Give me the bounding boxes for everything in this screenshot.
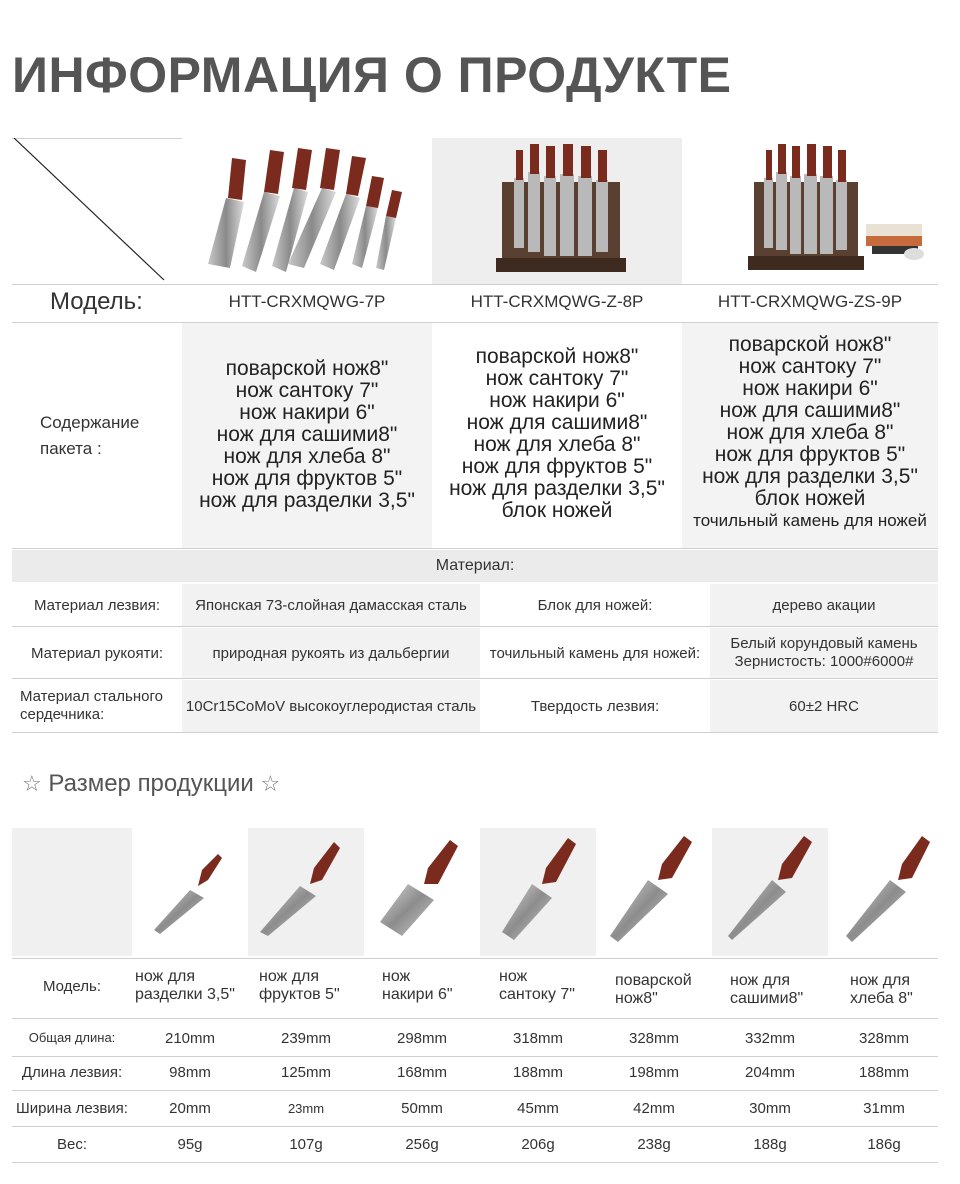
package-item: нож для разделки 3,5" [702,465,918,488]
row-label-model: Модель: [42,978,101,995]
table-border [12,1162,938,1163]
package-item: нож накири 6" [489,389,625,412]
table-border [12,626,938,627]
table-border [12,732,938,733]
material-label: Твердость лезвия: [530,697,660,715]
blade-length-value: 198mm [628,1064,680,1081]
knife-set-7p-image [186,140,426,280]
package-item: нож для фруктов 5" [211,467,403,490]
package-item: нож для фруктов 5" [714,443,906,466]
package-item: нож сантоку 7" [738,355,882,378]
diagonal-divider [12,138,182,284]
table-border [12,1090,938,1091]
weight-value: 206g [521,1136,555,1153]
blade-length-value: 188mm [512,1064,564,1081]
row-label-blade-length: Длина лезвия: [21,1064,123,1081]
star-icon: ☆ [22,771,42,796]
model-code-1: HTT-CRXMQWG-7P [228,292,386,311]
total-length-value: 332mm [744,1030,796,1047]
material-value: Белый корундовый камень Зернистость: 1000#6000# [710,628,938,678]
knife-name: нож накири 6" [382,968,453,1003]
weight-value: 256g [405,1136,439,1153]
knife-name: нож сантоку 7" [499,968,575,1003]
package-item: нож накири 6" [239,401,375,424]
blade-width-value: 30mm [749,1100,791,1117]
page-title: ИНФОРМАЦИЯ О ПРОДУКТЕ [12,47,732,103]
blade-width-value: 20mm [169,1100,211,1117]
package-item: поварской нож8" [225,357,389,380]
weight-value: 188g [753,1136,787,1153]
package-item: нож накири 6" [742,377,878,400]
total-length-value: 210mm [164,1030,216,1047]
knife-name: поварской нож8" [615,972,692,1007]
total-length-value: 318mm [512,1030,564,1047]
row-label-weight: Вес: [56,1136,87,1153]
package-label-line: пакета : [40,439,102,458]
total-length-value: 328mm [858,1030,910,1047]
blade-length-value: 168mm [396,1064,448,1081]
blade-length-value: 204mm [744,1064,796,1081]
knife-name: нож для сашими8" [730,972,804,1007]
material-value: 10Cr15CoMoV высокоуглеродистая сталь [182,680,480,732]
total-length-value: 328mm [628,1030,680,1047]
material-value: дерево акации [710,584,938,626]
package-item: нож для сашими8" [466,411,648,434]
table-border [12,958,938,959]
package-item: нож для хлеба 8" [726,421,894,444]
knife-images [132,828,938,956]
material-value: Японская 73-слойная дамасская сталь [182,584,480,626]
blade-length-value: 125mm [280,1064,332,1081]
package-item: нож для разделки 3,5" [199,489,415,512]
material-header: Материал: [12,550,938,582]
package-item: блок ножей [754,487,866,510]
package-list-2 [432,346,682,522]
package-item: поварской нож8" [728,333,892,356]
weight-value: 186g [867,1136,901,1153]
package-item: нож для хлеба 8" [223,445,391,468]
knife-set-block-stone-image [748,142,930,280]
package-item: поварской нож8" [475,345,639,368]
package-item: точильный камень для ножей [693,511,927,530]
material-label: Материал лезвия: [34,596,160,614]
total-length-value: 239mm [280,1030,332,1047]
knife-name: нож для хлеба 8" [850,972,913,1007]
package-list-1 [182,358,432,512]
weight-value: 95g [177,1136,203,1153]
material-label: точильный камень для ножей: [489,644,701,662]
model-label: Модель: [50,288,143,315]
size-corner-cell [12,828,132,956]
package-item: блок ножей [501,499,613,522]
blade-width-value: 50mm [401,1100,443,1117]
blade-length-value: 188mm [858,1064,910,1081]
table-border [12,284,938,285]
package-item: нож сантоку 7" [235,379,379,402]
material-label: Блок для ножей: [537,596,653,614]
material-label: Материал рукояти: [31,644,163,662]
weight-value: 238g [637,1136,671,1153]
package-item: нож для хлеба 8" [473,433,641,456]
blade-width-value: 23mm [287,1101,325,1116]
package-list-3 [682,334,938,532]
total-length-value: 298mm [396,1030,448,1047]
knife-name: нож для фруктов 5" [259,968,340,1003]
package-item: нож для разделки 3,5" [449,477,665,500]
table-border [12,1126,938,1127]
package-item: нож для сашими8" [719,399,901,422]
material-value: природная рукоять из дальбергии [182,628,480,678]
blade-width-value: 45mm [517,1100,559,1117]
table-border [12,1018,938,1019]
table-border [12,678,938,679]
knife-name: нож для разделки 3,5" [135,968,235,1003]
blade-length-value: 98mm [169,1064,211,1081]
table-border [12,322,938,323]
model-code-3: HTT-CRXMQWG-ZS-9P [717,292,903,311]
material-value: 60±2 HRC [710,680,938,732]
row-label-total: Общая длина: [28,1030,116,1045]
weight-value: 107g [289,1136,323,1153]
size-title-text: Размер продукции [48,770,254,797]
table-border [12,1056,938,1057]
size-title [22,770,280,798]
blade-width-value: 31mm [863,1100,905,1117]
star-icon: ☆ [260,771,281,796]
model-code-2: HTT-CRXMQWG-Z-8P [470,292,644,311]
table-border [12,548,938,549]
blade-width-value: 42mm [633,1100,675,1117]
package-label-line: Содержание [40,413,140,432]
knife-set-block-image [496,142,626,280]
package-item: нож для фруктов 5" [461,455,653,478]
row-label-blade-width: Ширина лезвия: [16,1100,128,1117]
package-item: нож сантоку 7" [485,367,629,390]
package-item: нож для сашими8" [216,423,398,446]
material-label: Материал стального сердечника: [20,688,163,723]
package-label [40,410,139,462]
